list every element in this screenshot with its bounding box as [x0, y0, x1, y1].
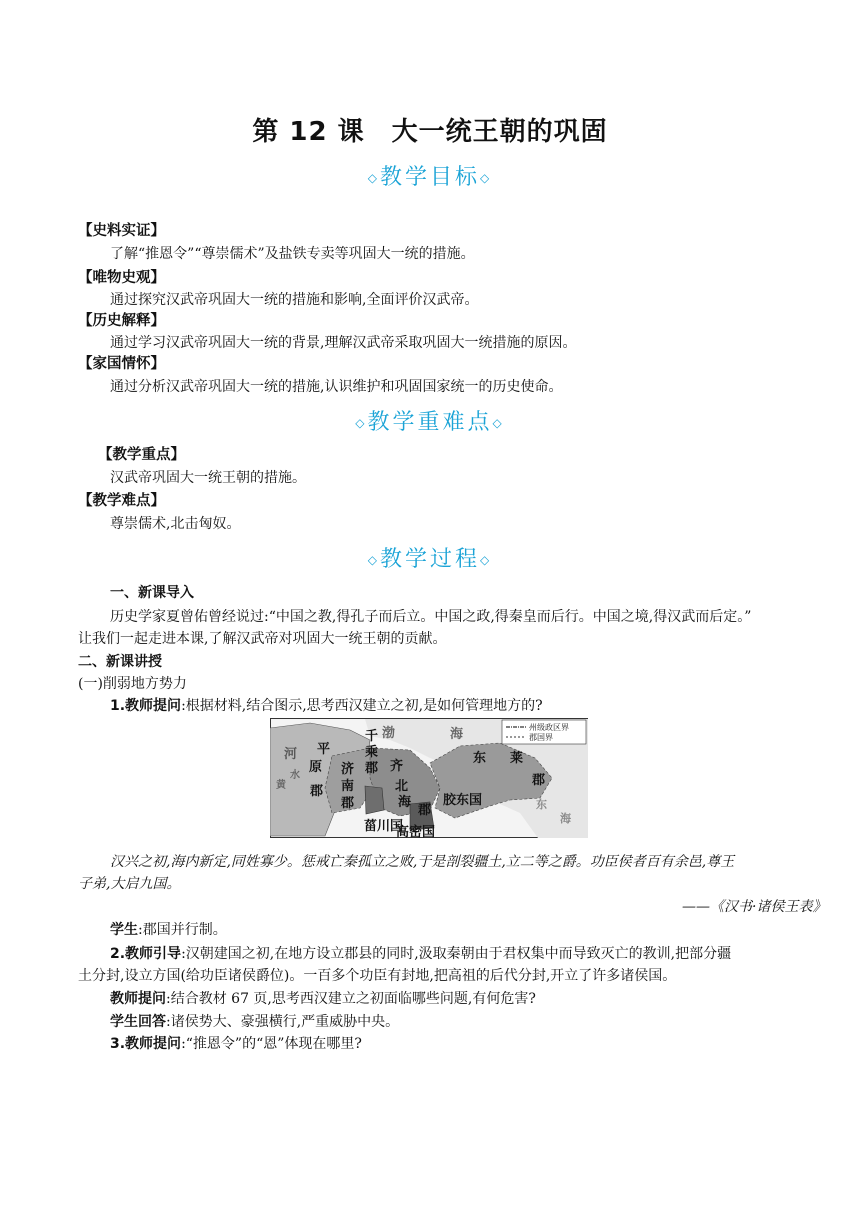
legend-label: 郡国界	[529, 733, 553, 742]
diamond-icon: ◇	[480, 171, 493, 185]
map-label: 渤	[382, 726, 396, 741]
heading-2: 二、新课讲授	[78, 654, 162, 670]
difficulty-tag: 【教学难点】	[78, 493, 165, 509]
map-label: 高密国	[396, 825, 436, 838]
map-label: 海	[398, 795, 412, 810]
quote-text: 汉兴之初,海内新定,同姓寡少。惩戒亡秦孤立之败,于是剖裂疆土,立二等之爵。功臣侯者百有余邑,尊王	[110, 854, 735, 870]
goal-tag: 【唯物史观】	[78, 270, 165, 286]
map-label: 菑川国	[364, 819, 404, 834]
map-label: 河	[284, 747, 298, 762]
section-heading-process: ◇教学过程◇	[367, 547, 493, 572]
goal-tag: 【史料实证】	[78, 223, 165, 239]
legend-label: 州级政区界	[529, 723, 569, 732]
teacher-question: 教师提问:结合教材 67 页,思考西汉建立之初面临哪些问题,有何危害?	[110, 991, 536, 1007]
goal-text: 了解“推恩令”“尊崇儒术”及盐铁专卖等巩固大一统的措施。	[110, 246, 475, 262]
western-han-map	[270, 718, 588, 838]
map-label: 莱	[510, 751, 524, 766]
diamond-icon: ◇	[355, 416, 368, 430]
map-label: 原	[309, 760, 323, 775]
quote-source: ——《汉书·诸侯王表》	[682, 899, 827, 915]
map-label: 乘	[365, 745, 379, 760]
map-label: 郡	[310, 784, 324, 799]
teacher-guide-cont: 土分封,设立方国(给功臣诸侯爵位)。一百多个功臣有封地,把高祖的后代分封,开立了许多诸侯国。	[78, 968, 677, 984]
map-label: 南	[341, 779, 355, 794]
map-label: 海	[560, 812, 571, 825]
map-label: 郡	[532, 773, 546, 788]
diamond-icon: ◇	[367, 171, 380, 185]
map-label: 东	[536, 798, 547, 811]
map-label: 郡	[365, 761, 379, 776]
map-label: 水	[290, 770, 300, 781]
map-label: 千	[365, 729, 379, 744]
question-3: 3.教师提问:“推恩令”的“恩”体现在哪里?	[110, 1036, 362, 1052]
map-label: 平	[317, 742, 331, 757]
quote-text-cont: 子弟,大启九国。	[78, 876, 181, 892]
map-label: 东	[473, 751, 487, 766]
subheading-1: (一)削弱地方势力	[78, 676, 187, 692]
heading-1: 一、新课导入	[110, 585, 194, 601]
focus-text: 汉武帝巩固大一统王朝的措施。	[110, 470, 306, 486]
map-label: 海	[450, 727, 464, 742]
goal-text: 通过分析汉武帝巩固大一统的措施,认识维护和巩固国家统一的历史使命。	[110, 379, 563, 395]
diamond-icon: ◇	[480, 553, 493, 567]
map-label: 齐	[390, 759, 404, 774]
student-answer: 学生:郡国并行制。	[110, 922, 227, 938]
goal-tag: 【家国情怀】	[78, 356, 165, 372]
question-1: 1.教师提问:根据材料,结合图示,思考西汉建立之初,是如何管理地方的?	[110, 698, 543, 714]
page-title: 第 12 课 大一统王朝的巩固	[252, 117, 608, 147]
goal-text: 通过学习汉武帝巩固大一统的背景,理解汉武帝采取巩固大一统措施的原因。	[110, 335, 577, 351]
focus-tag: 【教学重点】	[98, 447, 185, 463]
diamond-icon: ◇	[492, 416, 505, 430]
section-heading-goals: ◇教学目标◇	[367, 165, 493, 190]
teacher-guide: 2.教师引导:汉朝建国之初,在地方设立郡县的同时,汲取秦朝由于君权集中而导致灭亡的教训,把部分疆	[110, 946, 732, 962]
section-heading-keypoints: ◇教学重难点◇	[355, 410, 505, 435]
goal-tag: 【历史解释】	[78, 313, 165, 329]
intro-paragraph: 历史学家夏曾佑曾经说过:“中国之教,得孔子而后立。中国之政,得秦皇而后行。中国之境,得汉武而后定。”	[110, 609, 752, 625]
map-label: 黄	[276, 780, 286, 791]
difficulty-text: 尊崇儒术,北击匈奴。	[110, 516, 241, 532]
intro-paragraph-cont: 让我们一起走进本课,了解汉武帝对巩固大一统王朝的贡献。	[78, 631, 447, 647]
map-label: 北	[395, 779, 409, 794]
diamond-icon: ◇	[367, 553, 380, 567]
map-label: 郡	[341, 796, 355, 811]
goal-text: 通过探究汉武帝巩固大一统的措施和影响,全面评价汉武帝。	[110, 292, 479, 308]
map-label: 济	[341, 762, 355, 777]
map-label: 胶东国	[443, 793, 483, 808]
map-label: 郡	[418, 803, 432, 818]
student-reply: 学生回答:诸侯势大、豪强横行,严重威胁中央。	[110, 1014, 400, 1030]
